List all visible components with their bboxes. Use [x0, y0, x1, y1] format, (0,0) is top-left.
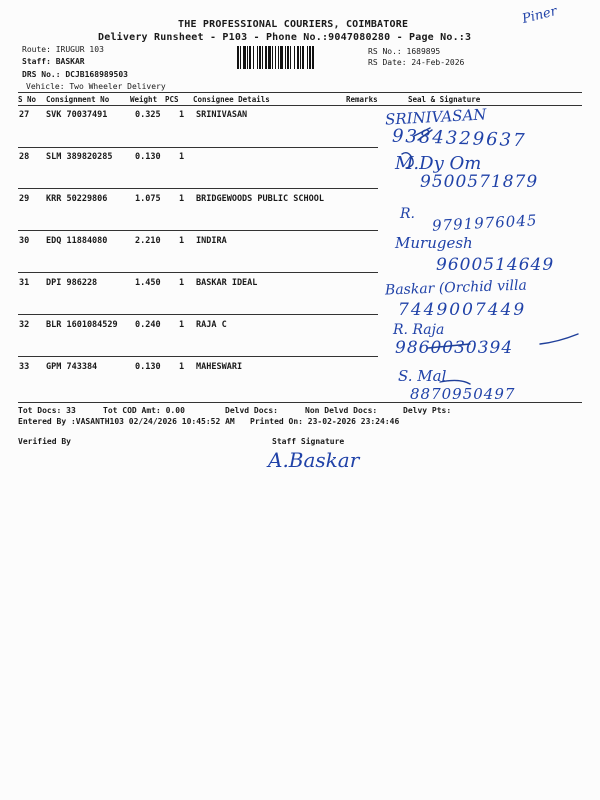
- signature-phone: 9791976045: [431, 211, 538, 235]
- delivery-points: Delvy Pts:: [403, 406, 452, 415]
- row-consignment: BLR 1601084529: [46, 320, 118, 330]
- row-consignment: GPM 743384: [46, 362, 98, 372]
- row-weight: 0.240: [135, 320, 161, 330]
- col-consignee: Consignee Details: [193, 95, 270, 104]
- signature-phone: 9860030394: [395, 338, 514, 358]
- row-consignee: BASKAR IDEAL: [196, 278, 258, 288]
- row-weight: 0.325: [135, 110, 161, 120]
- row-consignment: KRR 50229806: [46, 194, 108, 204]
- col-pcs: PCS: [165, 95, 179, 104]
- row-consignee: MAHESWARI: [196, 362, 243, 372]
- col-consignment: Consignment No: [46, 95, 110, 104]
- signature-name: Murugesh: [395, 234, 473, 252]
- corner-handwritten-note: Piner: [520, 3, 559, 28]
- drs-number: DRS No.: DCJB168989503: [22, 70, 128, 79]
- footer-rule: [18, 402, 582, 403]
- row-consignee: RAJA C: [196, 320, 227, 330]
- row-sno: 32: [19, 320, 30, 330]
- signature-phone: 9384329637: [391, 125, 527, 152]
- row-pcs: 1: [179, 362, 185, 372]
- delivered-docs: Delvd Docs:: [225, 406, 278, 415]
- row-sno: 27: [19, 110, 30, 120]
- row-pcs: 1: [179, 278, 185, 288]
- staff-signature-label: Staff Signature: [272, 437, 345, 446]
- row-sno: 33: [19, 362, 30, 372]
- row-consignee: SRINIVASAN: [196, 110, 248, 120]
- row-consignment: SVK 70037491: [46, 110, 108, 120]
- row-consignee: BRIDGEWOODS PUBLIC SCHOOL: [196, 194, 324, 204]
- row-consignee: INDIRA: [196, 236, 227, 246]
- signature-phone: 7449007449: [398, 300, 527, 320]
- row-sno: 28: [19, 152, 30, 162]
- signature-name: SRINIVASAN: [384, 105, 487, 129]
- row-consignment: DPI 986228: [46, 278, 98, 288]
- signature-phone: 9500571879: [420, 172, 539, 192]
- company-title: THE PROFESSIONAL COURIERS, COIMBATORE: [178, 19, 409, 30]
- tot-cod-amount: Tot COD Amt: 0.00: [103, 406, 185, 415]
- col-weight: Weight: [130, 95, 158, 104]
- row-sno: 31: [19, 278, 30, 288]
- col-seal-signature: Seal & Signature: [408, 95, 481, 104]
- row-pcs: 1: [179, 320, 185, 330]
- row-sno: 29: [19, 194, 30, 204]
- row-divider: [18, 314, 378, 315]
- row-weight: 0.130: [135, 362, 161, 372]
- entered-by: Entered By :VASANTH103 02/24/2026 10:45:52 AM: [18, 417, 235, 426]
- row-pcs: 1: [179, 236, 185, 246]
- rs-date: RS Date: 24-Feb-2026: [368, 58, 465, 67]
- col-sno: S No: [18, 95, 37, 104]
- signature-phone: 8870950497: [410, 385, 516, 403]
- route-label: Route: IRUGUR 103: [22, 45, 104, 54]
- row-consignment: EDQ 11884080: [46, 236, 108, 246]
- row-weight: 1.450: [135, 278, 161, 288]
- signature-name: Baskar (Orchid villa: [384, 277, 528, 299]
- row-sno: 30: [19, 236, 30, 246]
- row-consignment: SLM 389820285: [46, 152, 113, 162]
- row-divider: [18, 188, 378, 189]
- row-pcs: 1: [179, 152, 185, 162]
- barcode-bar: [314, 46, 315, 69]
- tot-docs: Tot Docs: 33: [18, 406, 76, 415]
- row-pcs: 1: [179, 194, 185, 204]
- signature-phone: 9600514649: [436, 255, 555, 275]
- header-bottom-rule: [18, 105, 582, 106]
- signature-name: M.Dy Om: [395, 153, 482, 174]
- signature-name: R. Raja: [393, 322, 445, 338]
- row-weight: 0.130: [135, 152, 161, 162]
- row-divider: [18, 230, 378, 231]
- runsheet-subtitle: Delivery Runsheet - P103 - Phone No.:9047080280 - Page No.:3: [98, 32, 472, 43]
- non-delivered-docs: Non Delvd Docs:: [305, 406, 378, 415]
- printed-on: Printed On: 23-02-2026 23:24:46: [250, 417, 400, 426]
- signature-name: S. Mal: [398, 367, 447, 385]
- row-pcs: 1: [179, 110, 185, 120]
- row-divider: [18, 147, 378, 148]
- staff-label: Staff: BASKAR: [22, 57, 85, 66]
- col-remarks: Remarks: [346, 95, 378, 104]
- barcode: [237, 46, 364, 69]
- row-divider: [18, 356, 378, 357]
- vehicle-label: Vehicle: Two Wheeler Delivery: [26, 82, 166, 91]
- staff-signature: A.Baskar: [268, 448, 360, 472]
- signature-name: R.: [400, 206, 415, 222]
- verified-by-label: Verified By: [18, 437, 71, 446]
- rs-number: RS No.: 1689895: [368, 47, 441, 56]
- header-top-rule: [18, 92, 582, 93]
- row-weight: 2.210: [135, 236, 161, 246]
- row-divider: [18, 272, 378, 273]
- row-weight: 1.075: [135, 194, 161, 204]
